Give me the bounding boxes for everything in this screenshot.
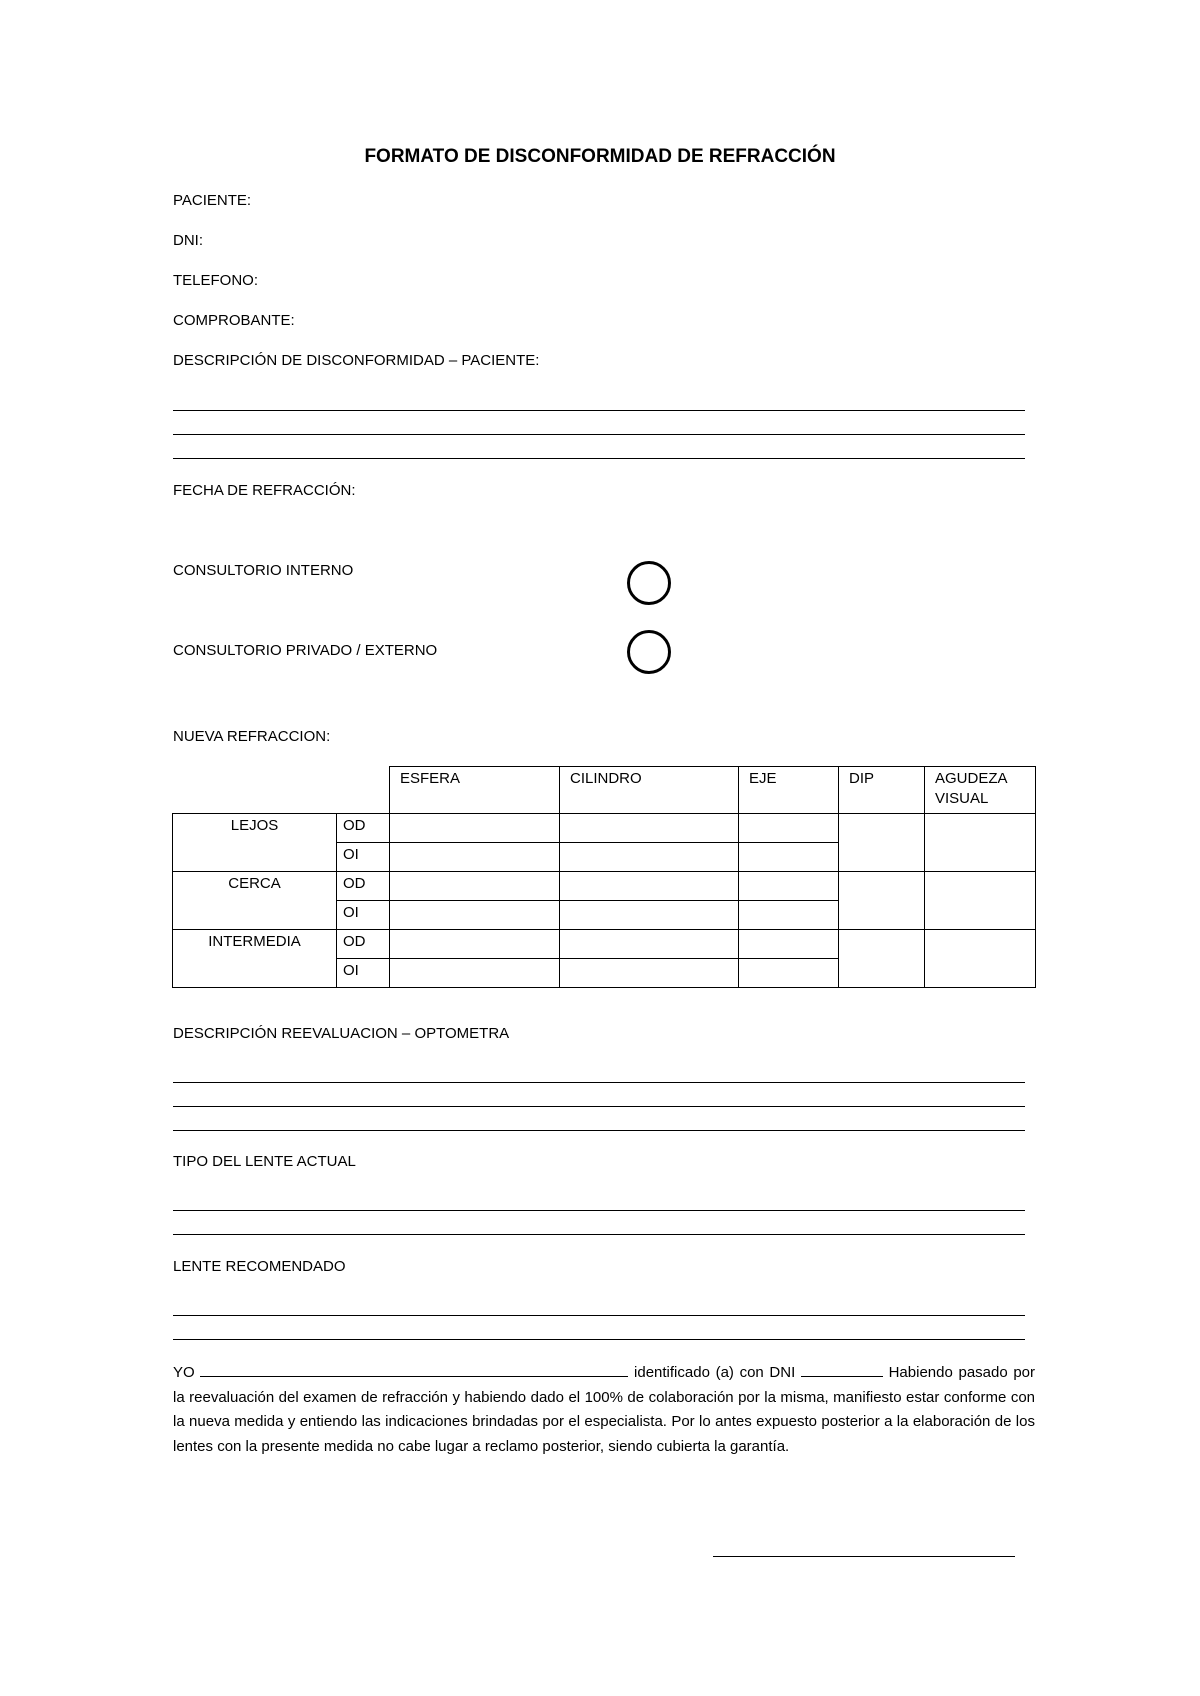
yo-label: YO	[173, 1364, 195, 1381]
blank-line	[173, 1234, 1025, 1235]
cell-eje[interactable]	[739, 872, 839, 901]
cell-esfera[interactable]	[390, 930, 560, 959]
blank-line	[173, 1315, 1025, 1316]
table-corner	[173, 767, 337, 814]
reevaluacion-label: DESCRIPCIÓN REEVALUACION – OPTOMETRA	[173, 1025, 510, 1042]
blank-line	[173, 1106, 1025, 1107]
header-agudeza-visual: AGUDEZA VISUAL	[925, 767, 1036, 814]
cell-eje[interactable]	[739, 930, 839, 959]
cell-agudeza[interactable]	[925, 814, 1036, 872]
signature-line[interactable]	[713, 1556, 1015, 1557]
cell-cilindro[interactable]	[560, 843, 739, 872]
header-eje: EJE	[739, 767, 839, 814]
blank-line	[173, 1130, 1025, 1131]
cell-cilindro[interactable]	[560, 814, 739, 843]
cell-esfera[interactable]	[390, 843, 560, 872]
cell-dip[interactable]	[839, 814, 925, 872]
header-cilindro: CILINDRO	[560, 767, 739, 814]
statement-body: Habiendo pasado por la reevaluación del examen de refracción y habiendo dado el 100% de colaboración por la misma, manifiesto estar conforme con la nueva medida y entiendo las indicaciones brindadas por el especialista. Por lo antes expuesto posterior a la elaboración de los lentes con la presente medida no cabe lugar a reclamo posterior, siendo cubierta la garantía.	[173, 1364, 1036, 1455]
eye-label-od: OD	[337, 814, 390, 843]
dni-label: DNI:	[173, 232, 203, 249]
cell-esfera[interactable]	[390, 959, 560, 988]
table-header-row	[173, 767, 1036, 814]
eye-label-oi: OI	[337, 901, 390, 930]
eye-label-oi: OI	[337, 843, 390, 872]
table-row	[173, 930, 1036, 959]
row-label-intermedia: INTERMEDIA	[173, 930, 337, 988]
comprobante-label: COMPROBANTE:	[173, 312, 295, 329]
header-esfera: ESFERA	[390, 767, 560, 814]
blank-line	[173, 434, 1025, 435]
conformity-statement	[173, 1361, 1035, 1459]
fecha-refraccion-label: FECHA DE REFRACCIÓN:	[173, 482, 356, 499]
header-dip: DIP	[839, 767, 925, 814]
consultorio-externo-label: CONSULTORIO PRIVADO / EXTERNO	[173, 642, 438, 659]
cell-esfera[interactable]	[390, 872, 560, 901]
table-row	[173, 814, 1036, 843]
consultorio-interno-circle[interactable]	[627, 561, 671, 605]
blank-line	[173, 1082, 1025, 1083]
cell-dip[interactable]	[839, 930, 925, 988]
cell-eje[interactable]	[739, 959, 839, 988]
cell-esfera[interactable]	[390, 814, 560, 843]
identificado-label: identificado (a) con DNI	[634, 1364, 796, 1381]
cell-cilindro[interactable]	[560, 959, 739, 988]
paciente-label: PACIENTE:	[173, 192, 252, 209]
name-blank[interactable]	[200, 1363, 628, 1377]
eye-label-od: OD	[337, 872, 390, 901]
telefono-label: TELEFONO:	[173, 272, 259, 289]
blank-line	[173, 410, 1025, 411]
blank-line	[173, 1339, 1025, 1340]
dni-blank[interactable]	[801, 1363, 883, 1377]
nueva-refraccion-label: NUEVA REFRACCION:	[173, 728, 331, 745]
cell-esfera[interactable]	[390, 901, 560, 930]
cell-cilindro[interactable]	[560, 930, 739, 959]
row-label-cerca: CERCA	[173, 872, 337, 930]
blank-line	[173, 1210, 1025, 1211]
tipo-lente-label: TIPO DEL LENTE ACTUAL	[173, 1153, 356, 1170]
consultorio-interno-label: CONSULTORIO INTERNO	[173, 562, 354, 579]
refraction-table	[172, 766, 1036, 988]
table-corner	[337, 767, 390, 814]
cell-cilindro[interactable]	[560, 872, 739, 901]
cell-agudeza[interactable]	[925, 872, 1036, 930]
table-row	[173, 872, 1036, 901]
consultorio-externo-circle[interactable]	[627, 630, 671, 674]
cell-eje[interactable]	[739, 901, 839, 930]
cell-eje[interactable]	[739, 843, 839, 872]
row-label-lejos: LEJOS	[173, 814, 337, 872]
cell-dip[interactable]	[839, 872, 925, 930]
eye-label-od: OD	[337, 930, 390, 959]
eye-label-oi: OI	[337, 959, 390, 988]
lente-recomendado-label: LENTE RECOMENDADO	[173, 1258, 346, 1275]
page-title: FORMATO DE DISCONFORMIDAD DE REFRACCIÓN	[364, 146, 836, 167]
descripcion-paciente-label: DESCRIPCIÓN DE DISCONFORMIDAD – PACIENTE:	[173, 352, 540, 369]
cell-eje[interactable]	[739, 814, 839, 843]
cell-agudeza[interactable]	[925, 930, 1036, 988]
blank-line	[173, 458, 1025, 459]
cell-cilindro[interactable]	[560, 901, 739, 930]
